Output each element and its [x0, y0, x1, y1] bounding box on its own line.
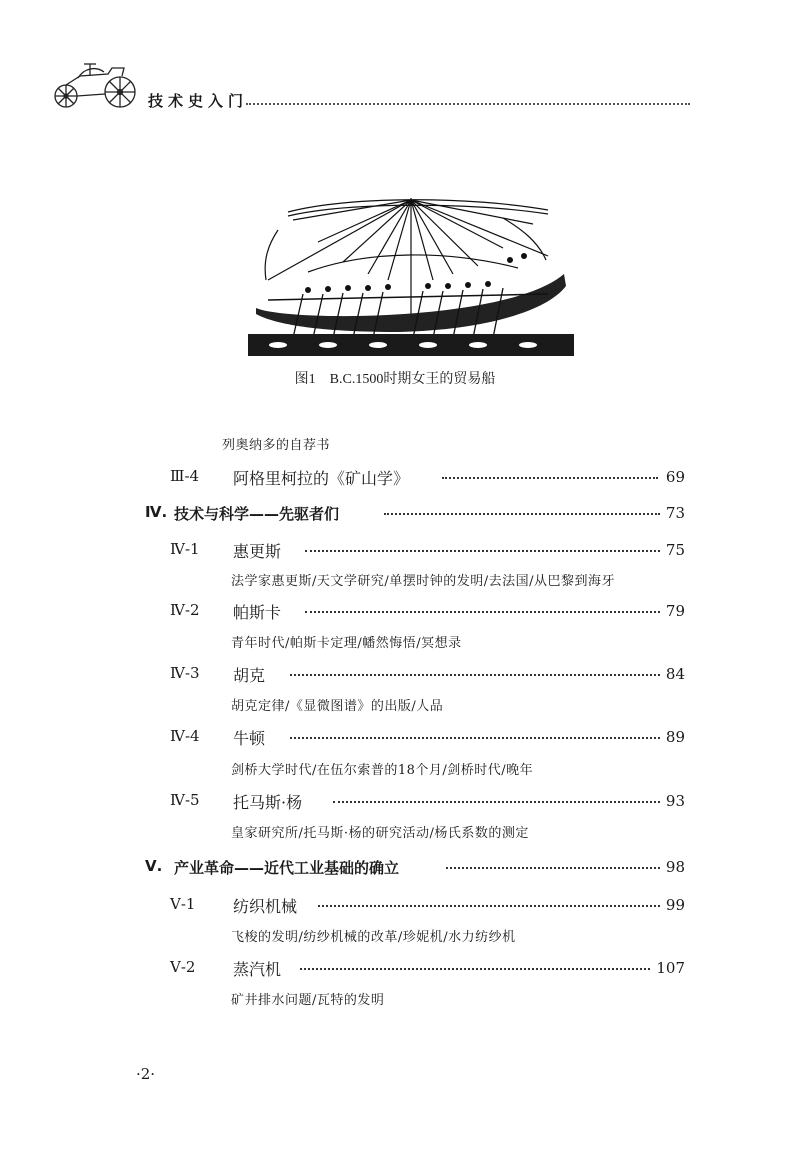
dot-leader: [446, 867, 660, 869]
toc-subtopics: 法学家惠更斯/天文学研究/单摆时钟的发明/去法国/从巴黎到海牙: [231, 574, 616, 589]
figure-caption: 图1 B.C.1500时期女王的贸易船: [294, 372, 496, 387]
toc-page-number: 79: [665, 602, 685, 620]
toc-entry-number: Ⅳ-2: [170, 601, 200, 619]
toc-page-number: 99: [665, 896, 685, 914]
toc-entry-title: 胡克: [233, 666, 266, 685]
dot-leader: [300, 968, 650, 970]
dot-leader: [290, 674, 660, 676]
toc-section-title: 技术与科学——先驱者们: [174, 505, 340, 523]
toc-entry-number: Ⅳ-3: [170, 664, 200, 682]
toc-page-number: 84: [665, 665, 685, 683]
toc-entry[interactable]: [0, 464, 790, 490]
toc-entry-number: Ⅲ-4: [170, 467, 200, 485]
toc-section-title: 产业革命——近代工业基础的确立: [174, 859, 400, 877]
page-number: ·2·: [136, 1065, 156, 1083]
dot-leader: [305, 611, 660, 613]
trade-ship-illustration: [248, 190, 574, 360]
dot-leader: [318, 905, 660, 907]
header-rule: [246, 103, 690, 105]
toc-entry-title: 蒸汽机: [233, 960, 282, 979]
toc-entry-title: 托马斯·杨: [233, 793, 303, 812]
toc-subtopics: 皇家研究所/托马斯·杨的研究活动/杨氏系数的测定: [231, 826, 529, 841]
toc-page-number: 93: [665, 792, 685, 810]
dot-leader: [384, 513, 660, 515]
toc-page-number: 73: [665, 504, 685, 522]
toc-entry-title: 惠更斯: [233, 542, 282, 561]
toc-subtopics: 列奥纳多的自荐书: [222, 438, 331, 453]
toc-subtopics: 飞梭的发明/纺纱机械的改革/珍妮机/水力纺纱机: [231, 930, 516, 945]
toc-section[interactable]: [0, 500, 790, 526]
dot-leader: [333, 801, 660, 803]
toc-entry-title: 牛顿: [233, 729, 266, 748]
toc-entry[interactable]: [0, 955, 790, 981]
toc-entry-number: Ⅴ-1: [170, 895, 196, 913]
toc-entry[interactable]: [0, 892, 790, 918]
toc-page-number: 75: [665, 541, 685, 559]
toc-entry[interactable]: [0, 537, 790, 563]
running-header: [50, 58, 690, 118]
toc-section-number: Ⅳ.: [145, 503, 168, 521]
toc-entry-number: Ⅳ-5: [170, 791, 200, 809]
toc-subtopics: 矿井排水问题/瓦特的发明: [231, 993, 385, 1008]
toc-page-number: 107: [656, 959, 685, 977]
toc-page-number: 69: [665, 468, 685, 486]
toc-entry[interactable]: [0, 724, 790, 750]
toc-entry-title: 纺织机械: [233, 897, 298, 916]
toc-entry-number: Ⅳ-4: [170, 727, 200, 745]
toc-entry-number: Ⅴ-2: [170, 958, 196, 976]
toc-entry[interactable]: [0, 661, 790, 687]
dot-leader: [442, 477, 658, 479]
header-title: 技术史入门: [148, 92, 249, 110]
toc-section[interactable]: [0, 854, 790, 880]
dot-leader: [290, 737, 660, 739]
antique-car-icon: [50, 58, 142, 110]
toc-subtopics: 胡克定律/《显微图谱》的出版/人品: [231, 699, 444, 714]
toc-subtopics: 青年时代/帕斯卡定理/幡然悔悟/冥想录: [231, 636, 462, 651]
toc-page-number: 89: [665, 728, 685, 746]
toc-section-number: Ⅴ.: [145, 857, 163, 875]
toc-entry-title: 阿格里柯拉的《矿山学》: [233, 469, 410, 488]
toc-page-number: 98: [665, 858, 685, 876]
toc-subtopics: 剑桥大学时代/在伍尔索普的18个月/剑桥时代/晚年: [231, 763, 534, 778]
dot-leader: [305, 550, 660, 552]
toc-entry-title: 帕斯卡: [233, 603, 282, 622]
toc-entry[interactable]: [0, 598, 790, 624]
toc-entry-number: Ⅳ-1: [170, 540, 200, 558]
toc-entry[interactable]: [0, 788, 790, 814]
